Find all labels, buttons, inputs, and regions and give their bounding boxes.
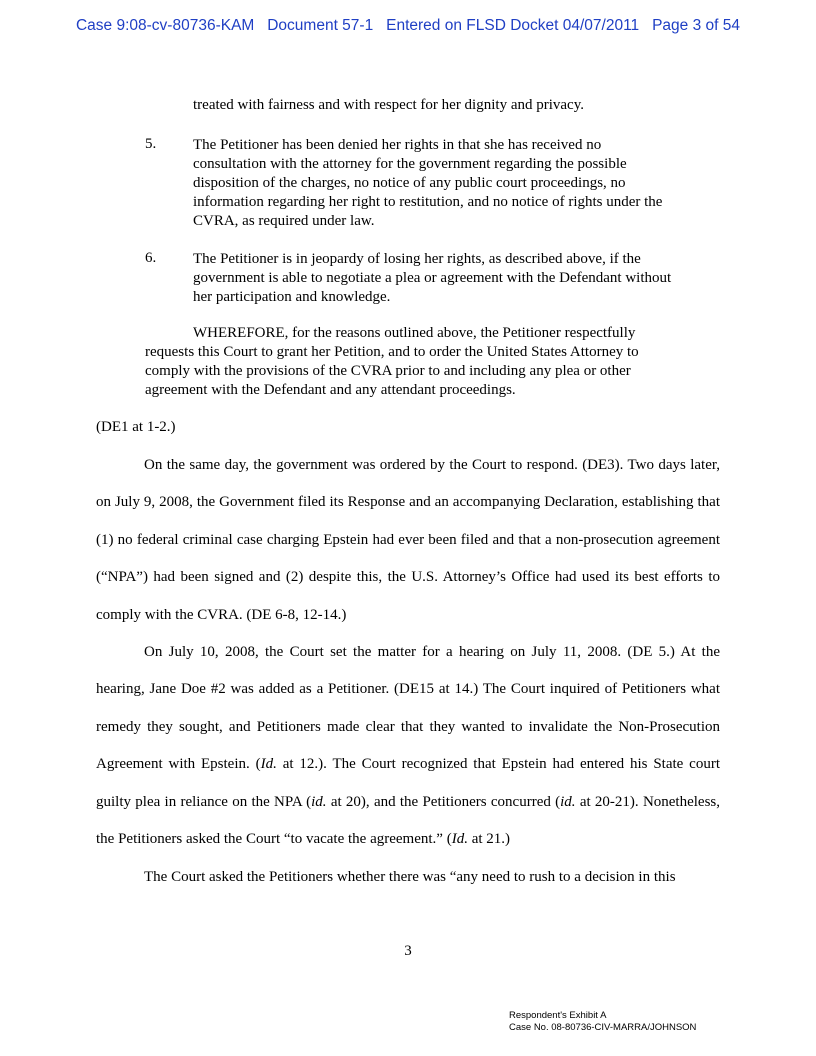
quote-continuation: treated with fairness and with respect for her dignity and privacy. [193,97,584,113]
paragraph-text: The Court asked the Petitioners whether there was “any need to rush to a decision in this [144,869,676,885]
paragraph-text: On the same day, the government was ordered by the Court to respond. (DE3). Two days later, on July 9, 2008, the Government filed its Response and an accompanying Declaration, establishing that (1) no federal criminal case charging Epstein had ever been filed and that a non-prosecution agreement (“NPA”) had been signed and (2) despite this, the U.S. Attorney’s Office had used its best efforts to comply with the CVRA. (DE 6-8, 12-14.) [96,457,720,623]
wherefore-text: WHEREFORE, for the reasons outlined above, the Petitioner respectfully requests this Court to grant her Petition, and to order the United States Attorney to comply with the provisions of the CVRA prior to and including any plea or other agreement with the Defendant and any attendant proceedings. [145,325,639,398]
text-run: at 12.). The Court recognized that Epstein had entered his State court guilty plea in reliance on the NPA ( [96,756,720,810]
case-number: Case No. 08-80736-CIV-MARRA/JOHNSON [509,1022,697,1033]
item-number: 5. [145,136,157,152]
item-text: The Petitioner is in jeopardy of losing her rights, as described above, if the government is able to negotiate a plea or agreement with the Defendant without her participation and knowledge. [193,251,672,305]
page-number: 3 [404,943,412,959]
id-citation: Id. [260,756,277,773]
text-run: at 21.) [467,831,511,848]
body-paragraph-2 [96,634,720,858]
item-number: 6. [145,250,157,266]
body-paragraph-3 [96,859,720,896]
id-citation: id. [311,793,327,810]
citation: (DE1 at 1-2.) [96,419,176,435]
text-run: On July 10, 2008, the Court set the matter for a hearing on July 11, 2008. (DE 5.) At the hearing, Jane Doe #2 was added as a Petitioner. (DE15 at 14.) The Court inquired of Petitioners what remedy they sought, and Petitioners made clear that they wanted to invalidate the Non-Prosecution Agreement with Epstein. ( [96,644,720,773]
exhibit-label: Respondent's Exhibit A [509,1010,607,1021]
id-citation: Id. [451,831,468,848]
text-run: at 20-21). Nonetheless, the Petitioners asked the Court “to vacate the agreement.” ( [96,793,721,848]
docket-header: Case 9:08-cv-80736-KAM Document 57-1 Entered on FLSD Docket 04/07/2011 Page 3 of 54 [75,17,740,34]
item-text: The Petitioner has been denied her rights in that she has received no consultation with the attorney for the government regarding the possible disposition of the charges, no notice of any public court proceedings, no information regarding her right to restitution, and no notice of rights under the CVRA, as required under law. [193,137,663,229]
wherefore-paragraph [145,324,685,400]
id-citation: id. [560,793,576,810]
exhibit-footer [509,1010,696,1034]
paragraph-text [96,634,720,858]
text-run: at 20), and the Petitioners concurred ( [326,793,561,810]
body-paragraph-1 [96,447,720,634]
